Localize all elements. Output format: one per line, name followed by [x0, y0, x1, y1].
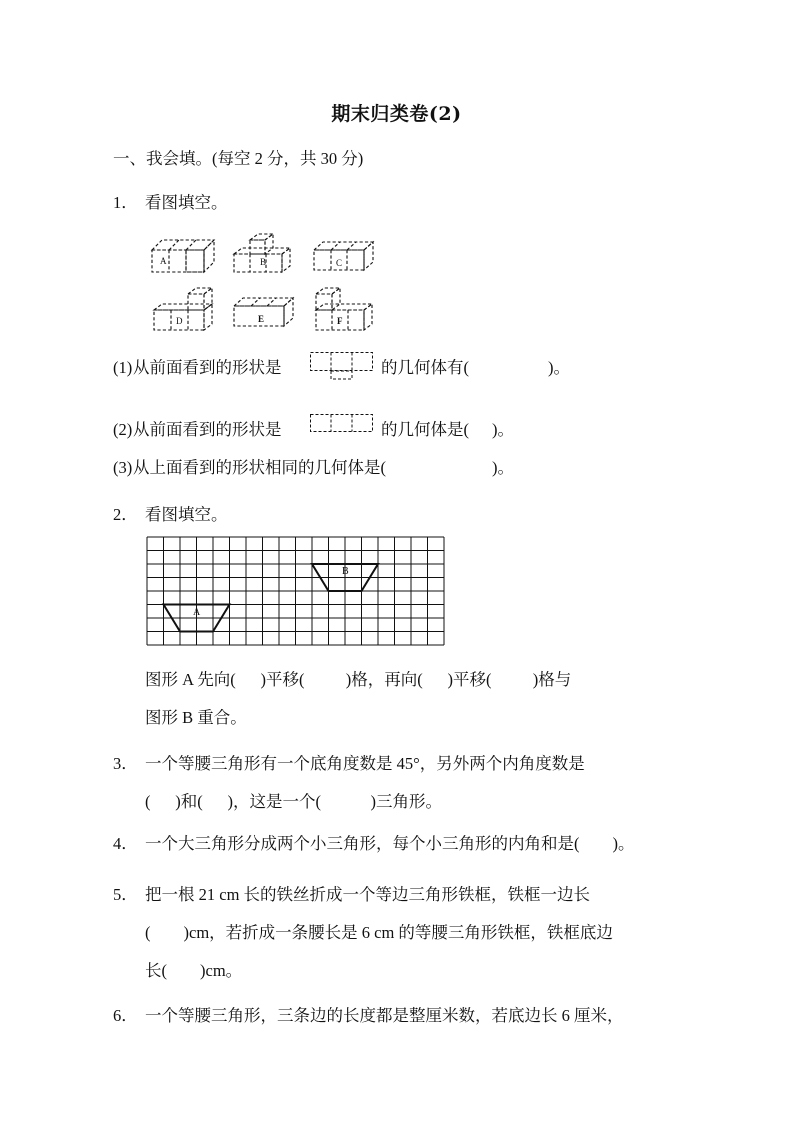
question-4-number: 4． — [113, 834, 138, 853]
question-2-line-1: 图形 A 先向( )平移( )格，再向( )平移( )格与 — [145, 670, 572, 689]
inline-front-view-shape-1 — [310, 352, 378, 374]
question-1-sub-1-before: 从前面看到的形状是 — [133, 358, 282, 377]
question-1-number: 1． — [113, 193, 138, 212]
shape-a-label: A — [193, 607, 201, 618]
question-3-line-1: 一个等腰三角形有一个底角度数是 45°，另外两个内角度数是 — [145, 754, 585, 773]
question-1-sub-1-label: (1) — [113, 358, 133, 377]
question-1-sub-2-label: (2) — [113, 420, 133, 439]
question-5-line-3: 长( )cm。 — [145, 961, 243, 980]
question-5-line-2: ( )cm，若折成一条腰长是 6 cm 的等腰三角形铁框，铁框底边 — [145, 923, 613, 942]
question-2-stem: 看图填空。 — [145, 505, 228, 524]
question-3-line-2: ( )和( )，这是一个( )三角形。 — [145, 792, 442, 811]
question-5-line-1: 把一根 21 cm 长的铁丝折成一个等边三角形铁框，铁框一边长 — [145, 885, 591, 904]
question-1-sub-1-after: 的几何体有( — [381, 358, 469, 377]
translation-grid-figure — [146, 536, 450, 648]
question-1-sub-3-label: (3) — [113, 458, 133, 477]
question-1-sub-1-tail: )。 — [548, 358, 570, 377]
question-6-line-1: 一个等腰三角形，三条边的长度都是整厘米数，若底边长 6 厘米， — [145, 1006, 624, 1025]
question-1-sub-2-after: 的几何体是( — [381, 420, 469, 439]
solid-label-a: A — [160, 256, 167, 266]
solid-label-c: C — [336, 258, 343, 268]
shape-b-label: B — [342, 566, 349, 577]
page-title: 期末归类卷(2) — [331, 103, 462, 125]
question-1-sub-3-text: 从上面看到的形状相同的几何体是( — [133, 458, 386, 477]
solids-figure — [148, 232, 380, 344]
section-header: 一、我会填。(每空 2 分，共 30 分) — [113, 149, 364, 168]
solid-label-e: E — [258, 314, 265, 324]
question-6-number: 6． — [113, 1006, 138, 1025]
question-2-number: 2． — [113, 505, 138, 524]
question-1-stem: 看图填空。 — [145, 193, 228, 212]
question-3-number: 3． — [113, 754, 138, 773]
solid-label-d: D — [176, 316, 183, 326]
question-5-number: 5． — [113, 885, 138, 904]
question-1-sub-2-tail: )。 — [492, 420, 514, 439]
question-1-sub-2-before: 从前面看到的形状是 — [133, 420, 282, 439]
inline-front-view-shape-2 — [310, 414, 378, 436]
question-1-sub-3-tail: )。 — [492, 458, 514, 477]
question-4-line-1: 一个大三角形分成两个小三角形，每个小三角形的内角和是( )。 — [145, 834, 635, 853]
question-2-line-2: 图形 B 重合。 — [145, 708, 247, 727]
solid-label-f: F — [337, 316, 343, 326]
solid-label-b: B — [260, 257, 267, 267]
